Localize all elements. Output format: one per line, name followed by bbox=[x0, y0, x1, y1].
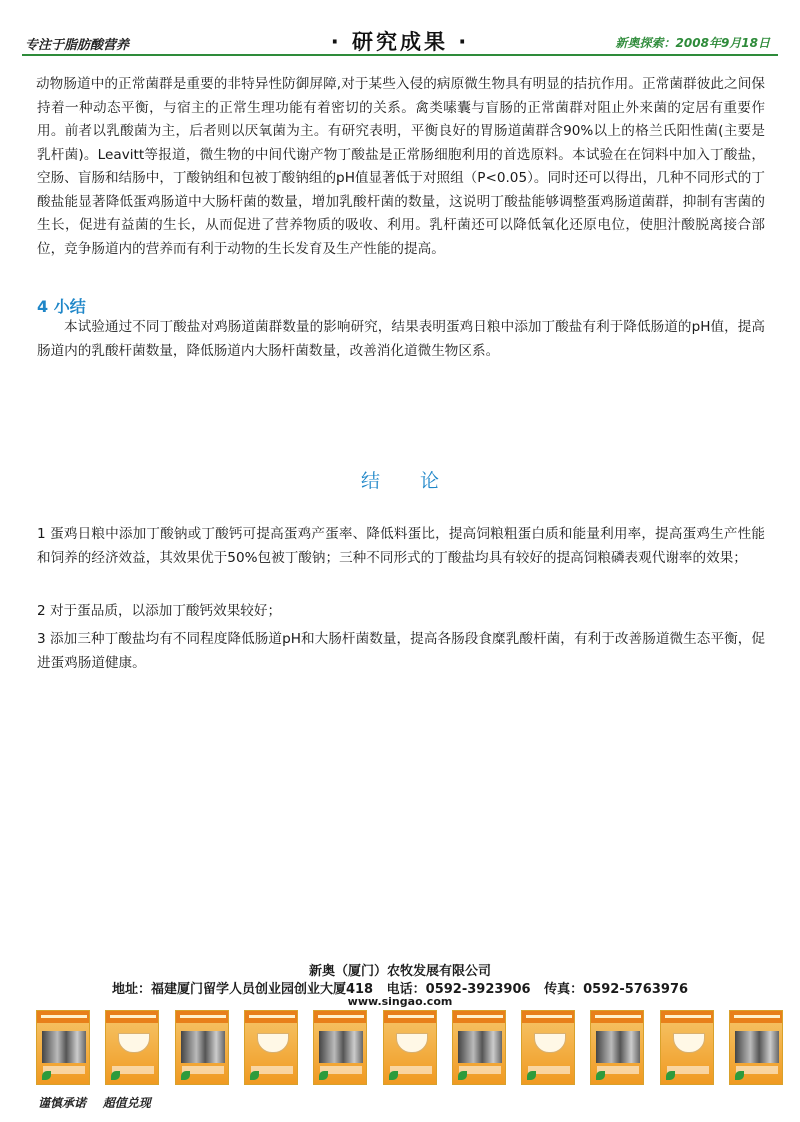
section-4-heading: 4 小结 bbox=[37, 297, 86, 316]
discussion-paragraph: 动物肠道中的正常菌群是重要的非特异性防御屏障,对于某些入侵的病原微生物具有明显的拮抗作用。正常菌群彼此之间保持着一种动态平衡，与宿主的正常生理功能有着密切的关系。禽类嗉囊与盲肠的正常菌群对阻止外来菌的定居有重要作用。前者以乳酸菌为主，后者则以厌氧菌为主。有研究表明，平衡良好的胃肠道菌群含90%以上的格兰氏阳性菌(主要是乳杆菌)。Leavitt等报道，微生物的中间代谢产物丁酸盐是正常肠细胞利用的首选原料。本试验在在饲料中加入丁酸盐，空肠、盲肠和结肠中，丁酸钠组和包被丁酸钠组的pH值显著低于对照组（P<0.05）。同时还可以得出，几种不同形式的丁酸盐能显著降低蛋鸡肠道中大肠杆菌的数量，增加乳酸杆菌的数量，这说明丁酸盐能够调整蛋鸡肠道菌群，抑制有害菌的生长，促进有益菌的生长，从而促进了营养物质的吸收、利用。乳杆菌还可以降低氧化还原电位，使胆汁酸脱离接合部位，竞争肠道内的营养而有利于动物的生长发育及生产性能的提高。 bbox=[36, 76, 765, 257]
header-issue-date: 新奥探索：2008年9月18日 bbox=[615, 36, 770, 50]
product-box-image bbox=[590, 1010, 644, 1085]
conclusion-item-2: 2 对于蛋品质，以添加丁酸钙效果较好； bbox=[37, 603, 282, 619]
product-box-image bbox=[313, 1010, 367, 1085]
product-box-image bbox=[244, 1010, 298, 1085]
footer-slogan: 谨慎承诺 超值兑现 bbox=[38, 1096, 151, 1110]
product-box-image bbox=[521, 1010, 575, 1085]
product-box-image bbox=[383, 1010, 437, 1085]
footer-website[interactable]: www.singao.com bbox=[347, 995, 453, 1008]
product-box-image bbox=[729, 1010, 783, 1085]
product-box-image bbox=[660, 1010, 714, 1085]
footer-company-name: 新奥（厦门）农牧发展有限公司 bbox=[308, 964, 491, 979]
product-box-image bbox=[452, 1010, 506, 1085]
page-header bbox=[0, 0, 800, 60]
product-box-image bbox=[175, 1010, 229, 1085]
summary-paragraph: 本试验通过不同丁酸盐对鸡肠道菌群数量的影响研究，结果表明蛋鸡日粮中添加丁酸盐有利于降低肠道的pH值，提高肠道内的乳酸杆菌数量，降低肠道内大肠杆菌数量，改善消化道微生物区系。 bbox=[37, 319, 765, 359]
product-box-image bbox=[36, 1010, 90, 1085]
header-section-title: · 研究成果 · bbox=[330, 30, 470, 54]
product-image-strip bbox=[36, 1010, 766, 1085]
product-box-image bbox=[105, 1010, 159, 1085]
header-divider bbox=[22, 54, 778, 56]
conclusion-item-1: 1 蛋鸡日粮中添加丁酸钠或丁酸钙可提高蛋鸡产蛋率、降低料蛋比，提高饲粮粗蛋白质和能量利用率，提高蛋鸡生产性能和饲养的经济效益，其效果优于50%包被丁酸钠；三种不同形式的丁酸盐均具有较好的提高饲粮磷表观代谢率的效果； bbox=[37, 526, 765, 566]
header-tagline: 专注于脂肪酸营养 bbox=[25, 38, 130, 53]
conclusion-item-3: 3 添加三种丁酸盐均有不同程度降低肠道pH和大肠杆菌数量，提高各肠段食糜乳酸杆菌，有利于改善肠道微生态平衡，促进蛋鸡肠道健康。 bbox=[37, 631, 765, 671]
conclusion-title: 结论 bbox=[360, 470, 479, 492]
footer-contact-info: 地址：福建厦门留学人员创业园创业大厦418 电话：0592-3923906 传真：0592-5763976 bbox=[111, 982, 689, 997]
